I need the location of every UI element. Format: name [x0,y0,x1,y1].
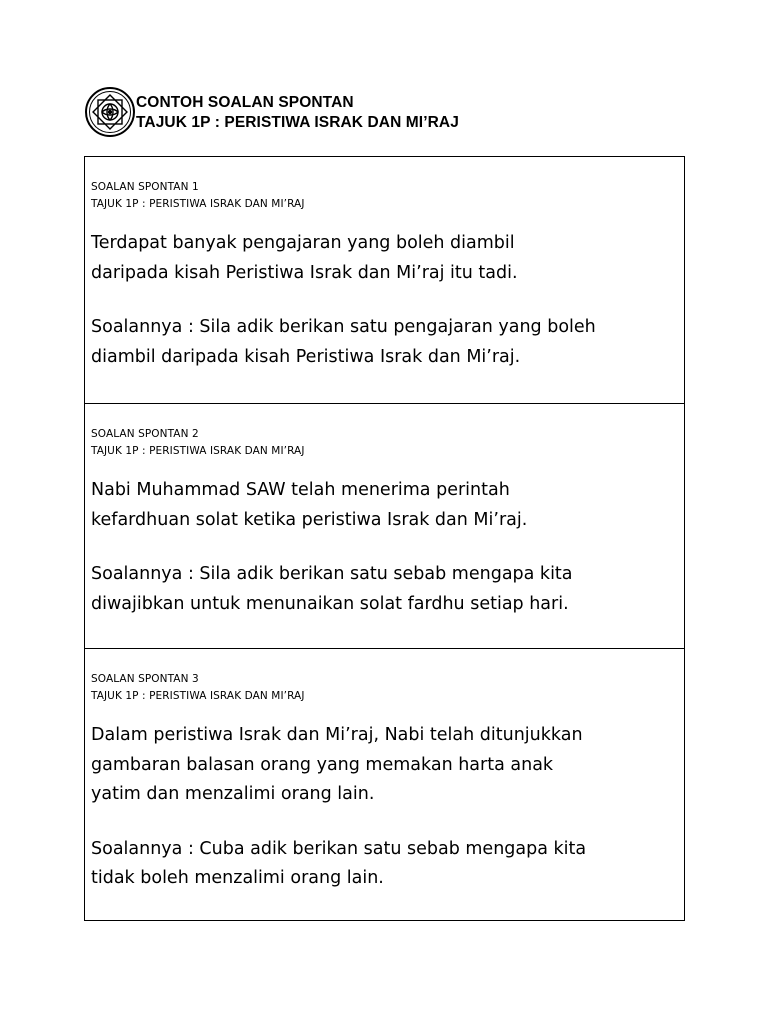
document-title: CONTOH SOALAN SPONTAN [136,94,354,111]
question-line: Soalannya : Sila adik berikan satu sebab mengapa kita [91,564,573,584]
statement-line: kefardhuan solat ketika peristiwa Israk dan Mi’raj. [91,509,528,530]
statement-line: Nabi Muhammad SAW telah menerima perintah [91,480,510,500]
question-line: diambil daripada kisah Peristiwa Israk dan Mi’raj. [91,346,521,367]
card-label: SOALAN SPONTAN 2 [91,428,199,440]
card-topic: TAJUK 1P : PERISTIWA ISRAK DAN MI’RAJ [91,445,305,457]
question-card-2 [84,403,685,649]
question-line: Soalannya : Cuba adik berikan satu sebab mengapa kita [91,838,587,859]
question-line: Soalannya : Sila adik berikan satu pengajaran yang boleh [91,317,596,337]
document-header [84,86,684,142]
statement-line: Terdapat banyak pengajaran yang boleh diambil [91,233,515,253]
card-question [91,313,678,372]
card-statement [91,229,678,288]
document-subtitle: TAJUK 1P : PERISTIWA ISRAK DAN MI’RAJ [136,114,459,131]
question-line: tidak boleh menzalimi orang lain. [91,868,384,888]
statement-line: yatim dan menzalimi orang lain. [91,784,375,804]
card-topic: TAJUK 1P : PERISTIWA ISRAK DAN MI’RAJ [91,690,305,702]
statement-line: daripada kisah Peristiwa Israk dan Mi’raj itu tadi. [91,262,518,283]
statement-line: Dalam peristiwa Israk dan Mi’raj, Nabi telah ditunjukkan [91,725,583,745]
statement-line: gambaran balasan orang yang memakan harta anak [91,754,554,775]
question-line: diwajibkan untuk menunaikan solat fardhu setiap hari. [91,593,569,614]
card-label: SOALAN SPONTAN 1 [91,181,199,193]
card-statement [91,721,678,810]
card-label: SOALAN SPONTAN 3 [91,673,199,685]
card-question [91,560,678,619]
question-card-3 [84,648,685,921]
card-question [91,835,678,894]
card-topic: TAJUK 1P : PERISTIWA ISRAK DAN MI’RAJ [91,198,305,210]
card-statement [91,476,678,535]
ornamental-seal-icon [84,86,136,138]
question-card-1 [84,156,685,404]
